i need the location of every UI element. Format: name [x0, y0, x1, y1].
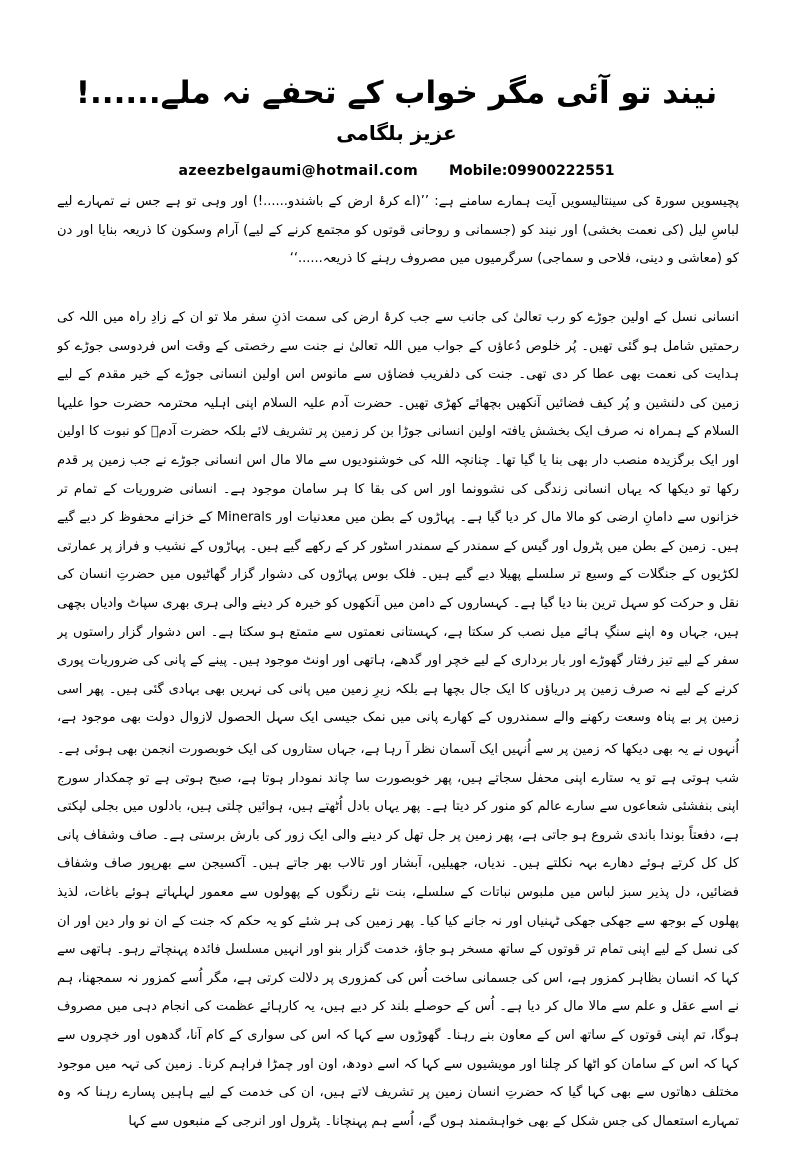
- mobile-number: Mobile:09900222551: [449, 163, 615, 179]
- email-address: azeezbelgaumi@hotmail.com: [178, 163, 419, 179]
- paragraph-1: پچیسویں سورۃ کی سینتالیسویں آیت ہمارے سامنے ہے: ’’(اے کرۂ ارض کے باشندو......!) اور وہی تو ہے جس نے تمہارے لیے لباسِ لیل (کی نعمت بخشی) اور نیند کو (جسمانی و روحانی قوتوں کو مجتمع کرنے کے لیے) آرام وسکون کا ذریعہ بنایا اور دن کو (معاشی و دینی، فلاحی و سماجی) سرگرمیوں میں مصروف رہنے کا ذریعہ......‘‘: [57, 194, 739, 267]
- paragraph-3: اُنہوں نے یہ بھی دیکھا کہ زمین پر سے اُنہیں ایک آسمان نظر آ رہا ہے، جہاں ستاروں کی ایک خوبصورت انجمن بھی ہوئی ہے۔ شب ہوتی ہے تو یہ ستارے اپنی محفل سجاتے ہیں، پھر خوبصورت سا چاند نمودار ہوتا ہے، صبح ہوتی ہے تو چمکدار سورج اپنی بنفشئی شعاعوں سے سارے عالم کو منور کر دیتا ہے۔ پھر یہاں بادل اُٹھتے ہیں، ہوائیں چلتی ہیں، بادلوں میں بجلی لپکتی ہے، دفعتاً بوندا باندی شروع ہو جاتی ہے، پھر زمین پر جل تھل کر دینے والی ایک زور کی بارش برستی ہے۔ صاف وشفاف پانی کل کل کرتے ہوئے دھارے بہہ نکلتے ہیں۔ ندیاں، جھیلیں، آبشار اور تالاب بھر جاتے ہیں۔ آکسیجن سے بھرپور صاف وشفاف فضائیں، دل پذیر سبز لباس میں ملبوس نباتات کے سلسلے، بنت نئے رنگوں کے پھولوں سے معمور لہلہاتے ہوئے باغات، لذیذ پھلوں کے بوجھ سے جھکی جھکی ٹہنیاں اور نہ جانے کیا کیا۔ پھر زمین کی ہر شئے کو یہ حکم کہ جنت کے ان نو وار دین اور ان کی نسل کے لیے اپنی تمام تر قوتوں کے ساتھ مسخر ہو جاؤ، خدمت گزار بنو اور انہیں مسلسل فائدہ پہنچاتے رہو۔ ہاتھی سے کہا کہ انسان بظاہر کمزور ہے، اس کی جسمانی ساخت اُس کی کمزوری پر دلالت کرتی ہے، مگر اُسے کمزور نہ سمجھنا، ہم نے اسے عقل و علم سے مالا مال کر دیا ہے۔ اُس کے حوصلے بلند کر دیے ہیں، یہ کارہائے عظمت کی انجام دہی میں مصروف ہوگا، تم اپنی قوتوں کے ساتھ اس کے معاون بنے رہنا۔ گھوڑوں سے کہا کہ اس کی سواری کے کام آنا، گدھوں اور خچروں سے کہا کہ اس کے سامان کو اٹھا کر چلنا اور مویشیوں سے کہا کہ اسے دودھ، اون اور چمڑا فراہم کرنا۔ زمین کی تہہ میں موجود مختلف دھاتوں سے بھی کہا گیا کہ حضرتِ انسان زمین پر تشریف لاتے ہیں، ان کی خدمت کے لیے ہاہیں پسارے رہنا کہ وہ تمہارے استعمال کی جس شکل کے بھی خواہشمند ہوں گے، اُسے ہم پہنچانا۔ پٹرول اور انرجی کے منبعوں سے کہا: [57, 742, 739, 1129]
- author-name: عزیز بلگامی: [336, 121, 457, 145]
- paragraph-2: انسانی نسل کے اولین جوڑے کو رب تعالیٰ کی جانب سے جب کرۂ ارض کی سمت اذنِ سفر ملا تو ان کے زادِ راہ میں اللہ کی رحمتیں شامل ہو گئی تھیں۔ پُر خلوص دُعاؤں کے جواب میں اللہ تعالیٰ نے جنت سے رخصتی کے وقت اس فردوسی جوڑے کو ہدایت کی نعمت بھی عطا کر دی تھی۔ جنت کی دلفریب فضاؤں سے مانوس اس اولین انسانی جوڑے کے خیر مقدم کے لیے زمین کی دلنشین و پُر کیف فضائیں آنکھیں بچھائے کھڑی تھیں۔ حضرت آدم علیہ السلام اپنی اہلیہ محترمہ حضرت حوا علیہا السلام کے ہمراہ نہ صرف ایک بخشش یافتہ اولین انسانی جوڑا بن کر زمین پر تشریف لائے بلکہ حضرت آدمؑ کو نبوت کا اولین اور ایک برگزیدہ منصب دار بھی بنا یا گیا تھا۔ چنانچہ اللہ کی خوشنودیوں سے مالا مال اس انسانی جوڑے نے جب زمین پر قدم رکھا تو دیکھا کہ یہاں انسانی زندگی کی نشوونما اور اس کی بقا کا ہر سامان موجود ہے۔ انسانی ضروریات کے تمام تر خزانوں سے دامانِ ارضی کو مالا مال کر دیا گیا ہے۔ پہاڑوں کے بطن میں معدنیات اور Minerals کے خزانے محفوظ کر دیے گیے ہیں۔ زمین کے بطن میں پٹرول اور گیس کے سمندر کے سمندر اسٹور کر کے رکھے گیے ہیں۔ پہاڑوں کے نشیب و فراز پر عمارتی لکڑیوں کے جنگلات کے وسیع تر سلسلے پھیلا دیے گیے ہیں۔ فلک بوس پہاڑوں کی دشوار گزار گھاٹیوں میں حضرتِ انسان کی نقل و حرکت کو سہل ترین بنا دیا گیا ہے۔ کہساروں کے دامن میں آنکھوں کو خیرہ کر دینے والی ہری بھری سپاٹ وادیاں بچھی ہیں، جہاں وہ اپنے سنگِ ہائے میل نصب کر سکتا ہے، کہستانی نعمتوں سے متمتع ہو سکتا ہے۔ اس دشوار گزار راستوں پر سفر کے لیے تیز رفتار گھوڑے اور بار برداری کے لیے خچر اور گدھے، ہاتھی اور اونٹ موجود ہیں۔ پینے کے پانی کی ضروریات پوری کرنے کے لیے نہ صرف زمین پر دریاؤں کا ایک جال بچھا ہے بلکہ زیرِ زمین میں پانی کی نہریں بھی بہادی گئی ہیں۔ پھر اسی زمین پر بے پناہ وسعت رکھنے والے سمندروں کے کھارے پانی میں نمک جیسی ایک سہل الحصول لازوال دولت بھی موجود ہے،: [57, 310, 739, 726]
- article-title: نیند تو آئی مگر خواب کے تحفے نہ ملے......!: [75, 75, 718, 111]
- article-body: [57, 188, 739, 1156]
- contact-line: [0, 160, 793, 182]
